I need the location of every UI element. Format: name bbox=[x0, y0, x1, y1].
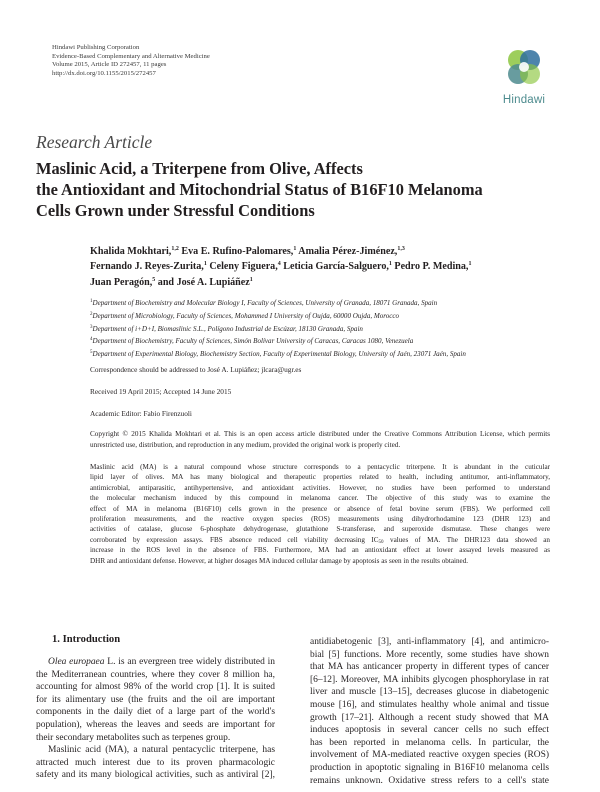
author-name: Eva E. Rufino-Palomares, bbox=[178, 246, 294, 257]
body-line: their secondary metabolites such as terpenes group. bbox=[36, 732, 231, 743]
body-text: L. is an evergreen tree widely distributed in bbox=[104, 657, 275, 667]
title-line: Maslinic Acid, a Triterpene from Olive, Affects bbox=[36, 159, 363, 178]
affiliation-item bbox=[90, 323, 570, 336]
body-line: components in the daily diet of a large part of the world's bbox=[36, 707, 275, 718]
affiliation-number: 2 bbox=[90, 311, 93, 317]
author-name: Amalia Pérez-Jiménez, bbox=[296, 246, 398, 257]
body-line: safety and its many biological activities, such as antiviral [2], bbox=[36, 770, 275, 781]
affiliation-text: Department of Experimental Biology, Biochemistry Section, Faculty of Experimental Biology, University of Jaén, 23071 Jaén, Spain bbox=[92, 350, 466, 359]
author-line bbox=[90, 275, 570, 290]
author-name: Juan Peragón, bbox=[90, 276, 153, 288]
abstract-line: DHR and antioxidant defense. However, at higher dosages MA induced cellular damage by apoptosis as seen in the results obtained. bbox=[90, 556, 469, 565]
author-name: Celeny Figuera, bbox=[206, 261, 278, 273]
title-line: Cells Grown under Stressful Conditions bbox=[36, 201, 315, 220]
author-affiliation-mark: 1 bbox=[468, 261, 472, 268]
author-name: Pedro P. Medina, bbox=[391, 261, 469, 273]
author-list bbox=[90, 244, 570, 290]
author-name: Leticia García-Salguero, bbox=[280, 261, 389, 273]
body-line: the Mediterranean countries, where they cover 8 million ha, bbox=[36, 669, 275, 680]
body-line: production in apoptotic signaling in B16F10 melanoma cells bbox=[310, 762, 549, 773]
author-affiliation-mark: 1,3 bbox=[397, 246, 405, 252]
body-line: antidiabetogenic [3], anti-inflammatory [4], and antimicro- bbox=[310, 637, 549, 647]
journal-header bbox=[52, 44, 412, 78]
body-line: bial [5] functions. More recently, some studies have shown bbox=[310, 649, 549, 660]
affiliation-list bbox=[90, 297, 570, 361]
author-affiliation-mark: 4 bbox=[277, 261, 281, 268]
author-name: Fernando J. Reyes-Zurita, bbox=[90, 261, 204, 273]
journal-name: Evidence-Based Complementary and Alternative Medicine bbox=[52, 52, 210, 60]
copyright-notice: Copyright © 2015 Khalida Mokhtari et al. This is an open access article distributed under the Creative Commons Attribution License, which permits unrestricted use, distribution, and reproduction in any medium, provided the original work is properly cited. bbox=[90, 430, 550, 449]
abstract-text: corroborated by expression assays. FBS absence reduced cell viability decreasing IC bbox=[90, 535, 379, 544]
abstract-line: increase in the ROS level in the absence of FBS. Furthermore, MA had an antioxidant effect at lower assayed levels measured as bbox=[90, 546, 550, 555]
abstract-line: antimicrobial, antiparasitic, antihypertensive, and antioxidant activities. However, no studies have been performed to understand bbox=[90, 483, 550, 492]
abstract-line: proliferation measurements, and the reactive oxygen species (ROS) measurements using dihydrorhodamine 123 (DHR 123) and bbox=[90, 515, 550, 524]
article-title bbox=[36, 158, 576, 221]
affiliation-number: 5 bbox=[90, 350, 93, 356]
affiliation-text: Department of Microbiology, Faculty of Sciences, Mohammed I University of Oujda, 60000 Oujda, Morocco bbox=[92, 311, 400, 320]
body-line: accounting for almost 98% of the world crop [1]. It is suited bbox=[36, 682, 275, 693]
abstract-line: lipid layer of olives. MA has many biological and therapeutic properties related to health, including antitumor, anti-inflammatory, bbox=[90, 473, 550, 482]
abstract-text: values of MA. The DHR123 data showed an bbox=[383, 535, 550, 544]
author-affiliation-mark: 1 bbox=[388, 261, 392, 268]
body-line: remains unknown. Oxidative stress refers to a cell's state bbox=[310, 775, 549, 786]
body-line: has been reported in melanoma cells. In particular, the bbox=[310, 737, 549, 748]
body-column-left bbox=[36, 656, 275, 782]
body-column-right bbox=[310, 636, 549, 787]
body-line: mouse [16], and stimulates healthy whole animal and tissue bbox=[310, 699, 549, 710]
body-line: [6–12]. Moreover, MA inhibits glycogen phosphorylase in rat bbox=[310, 674, 549, 685]
section-heading: 1. Introduction bbox=[52, 634, 121, 645]
author-affiliation-mark: 5 bbox=[152, 276, 156, 283]
author-name: and José A. Lupiáñez bbox=[155, 276, 250, 288]
affiliation-item bbox=[90, 297, 570, 310]
abstract-line: the molecular mechanism induced by this compound in melanoma cancer. The objective of this study was to examine the bbox=[90, 494, 550, 503]
article-type: Research Article bbox=[36, 132, 153, 152]
affiliation-item bbox=[90, 348, 570, 361]
publisher-name: Hindawi Publishing Corporation bbox=[52, 44, 140, 51]
body-line: induces apoptosis in several cancer cells no such effect bbox=[310, 725, 549, 736]
author-line bbox=[90, 244, 570, 259]
species-name: Olea europaea bbox=[48, 657, 105, 667]
affiliation-text: Department of i+D+I, Biomaslinic S.L., Polígono Industrial de Escúzar, 18130 Granada, Spain bbox=[92, 324, 363, 333]
abstract-line: effect of MA in melanoma (B16F10) cells grown in the presence or absence of fetal bovine serum (FBS). We performed cell bbox=[90, 504, 550, 513]
affiliation-item bbox=[90, 335, 570, 348]
affiliation-number: 1 bbox=[90, 299, 93, 304]
hindawi-logo-mark-icon bbox=[492, 48, 556, 88]
affiliation-number: 4 bbox=[90, 337, 93, 343]
doi-link[interactable]: http://dx.doi.org/10.1155/2015/272457 bbox=[52, 69, 156, 77]
title-line: the Antioxidant and Mitochondrial Status of B16F10 Melanoma bbox=[36, 180, 483, 199]
affiliation-text: Department of Biochemistry and Molecular Biology I, Faculty of Sciences, University of Granada, 18071 Granada, Spain bbox=[92, 299, 438, 307]
body-line bbox=[36, 656, 275, 669]
affiliation-item bbox=[90, 310, 570, 323]
author-name: Khalida Mokhtari, bbox=[90, 246, 172, 257]
body-line: population), whereas the leaves and seeds are important for bbox=[36, 719, 275, 730]
academic-editor: Academic Editor: Fabio Firenzuoli bbox=[90, 409, 192, 418]
body-line: liver and muscle [13–15], decreases glucose in diabetogenic bbox=[310, 687, 549, 698]
author-affiliation-mark: 1 bbox=[293, 246, 297, 252]
affiliation-number: 3 bbox=[90, 324, 93, 330]
affiliation-text: Department of Biochemistry, Faculty of Sciences, Simón Bolívar University of Caracas, Caracas 1080, Venezuela bbox=[92, 337, 414, 346]
correspondence-note: Correspondence should be addressed to José A. Lupiáñez; jlcara@ugr.es bbox=[90, 365, 302, 374]
hindawi-logo-text: Hindawi bbox=[502, 94, 546, 106]
volume-info: Volume 2015, Article ID 272457, 11 pages bbox=[52, 61, 167, 69]
body-line: for its alimentary use (the fruits and the oil are important bbox=[36, 694, 275, 705]
body-line: growth [17–21]. Although a recent study showed that MA bbox=[310, 712, 549, 723]
author-affiliation-mark: 1,2 bbox=[171, 246, 179, 252]
author-affiliation-mark: 1 bbox=[249, 276, 253, 283]
abstract-line bbox=[90, 535, 550, 545]
hindawi-logo bbox=[492, 48, 556, 106]
body-line: involvement of MA-mediated reactive oxygen species (ROS) bbox=[310, 750, 549, 761]
body-line: attracted much interest due to its proven pharmacologic bbox=[36, 757, 275, 768]
abstract-line: Maslinic acid (MA) is a natural compound whose structure corresponds to a pentacyclic triterpene. It is abundant in the cuticular bbox=[90, 463, 550, 471]
ic50-subscript: 50 bbox=[378, 539, 384, 545]
author-affiliation-mark: 1 bbox=[203, 261, 207, 268]
abstract bbox=[90, 462, 550, 566]
abstract-line: activities of catalase, glucose 6-phosphate dehydrogenase, glutathione S-transferase, and superoxide dismutase. These changes were bbox=[90, 525, 550, 534]
body-line: Maslinic acid (MA), a natural pentacyclic triterpene, has bbox=[48, 745, 275, 756]
body-line: that MA has anticancer property in different types of cancer bbox=[310, 662, 549, 673]
received-dates: Received 19 April 2015; Accepted 14 June 2015 bbox=[90, 387, 232, 396]
author-line bbox=[90, 259, 570, 274]
